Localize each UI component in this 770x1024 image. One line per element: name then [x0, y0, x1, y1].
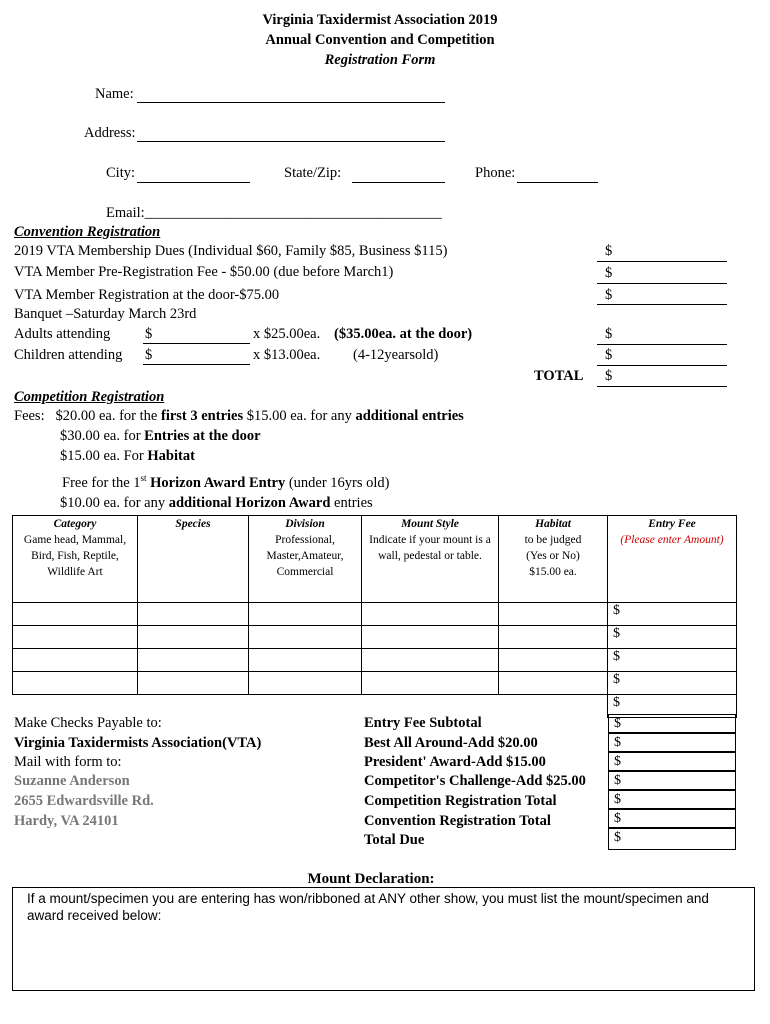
entry-fee-cell[interactable]: $: [608, 695, 737, 718]
checks-label: Make Checks Payable to:: [14, 715, 162, 731]
free-horizon-line: [62, 473, 390, 492]
dues-label: 2019 VTA Membership Dues (Individual $60, Family $85, Business $115): [14, 243, 448, 259]
horizon-line: [60, 495, 373, 512]
category-header: Category Game head, Mammal, Bird, Fish, Reptile, Wildlife Art: [13, 516, 138, 603]
children-field[interactable]: [143, 364, 250, 365]
horizon-b: additional Horizon Award: [168, 495, 331, 511]
fees-line-1: [14, 408, 464, 425]
fees-line-2: [60, 428, 261, 445]
statezip-field[interactable]: [352, 182, 445, 183]
city-field[interactable]: [137, 182, 250, 183]
subtotal-field[interactable]: $: [608, 714, 736, 733]
entry-fee-header: Entry Fee (Please enter Amount): [608, 516, 737, 603]
species-header: Species: [138, 516, 249, 603]
form-subtitle: Annual Convention and Competition: [265, 32, 495, 48]
entries-table: [12, 515, 737, 718]
form-type-title: Registration Form: [324, 52, 436, 68]
statezip-label: State/Zip:: [284, 165, 342, 181]
challenge-field[interactable]: $: [608, 771, 736, 790]
mail-person: Suzanne Anderson: [14, 773, 130, 789]
best-award-field[interactable]: $: [608, 733, 736, 752]
table-row: [13, 603, 737, 626]
convention-total-label: Convention Registration Total: [364, 813, 551, 829]
entry-fee-cell[interactable]: $: [608, 603, 737, 626]
declaration-text: If a mount/specimen you are entering has won/ribboned at ANY other show, you must list the mount/specimen and award received below:: [27, 891, 709, 923]
entry-fee-cell[interactable]: $: [608, 626, 737, 649]
total-amount-field[interactable]: [597, 386, 727, 387]
address-field[interactable]: [137, 141, 445, 142]
adults-price: x $25.00ea.: [253, 326, 321, 342]
children-age: (4-12yearsold): [353, 347, 439, 363]
form-title: Virginia Taxidermist Association 2019: [262, 12, 498, 28]
door-dollar: $: [605, 287, 613, 303]
name-field[interactable]: [137, 102, 445, 103]
entry-fee-cell[interactable]: $: [608, 672, 737, 695]
entry-fee-cell[interactable]: $: [608, 649, 737, 672]
adults-door-price: ($35.00ea. at the door): [334, 326, 473, 342]
total-due-label: Total Due: [364, 832, 425, 848]
prereg-label: VTA Member Pre-Registration Fee - $50.00 (due before March1): [14, 264, 394, 280]
fee3-b: Habitat: [147, 448, 195, 464]
competition-total-label: Competition Registration Total: [364, 793, 557, 809]
adults-field[interactable]: [143, 343, 250, 344]
phone-label: Phone:: [475, 165, 516, 181]
adults-amount-field[interactable]: [597, 344, 727, 345]
declaration-title: Mount Declaration:: [307, 871, 435, 887]
address-label: Address:: [84, 125, 136, 141]
mail-street: 2655 Edwardsville Rd.: [14, 793, 154, 809]
fee2-a: $30.00 ea. for: [60, 428, 141, 444]
mount-style-header: Mount Style Indicate if your mount is a wall, pedestal or table.: [362, 516, 499, 603]
email-field[interactable]: Email:_________________________________________: [106, 205, 442, 221]
declaration-box[interactable]: [12, 887, 755, 991]
fee1-b: first 3 entries: [160, 408, 244, 424]
convention-heading: Convention Registration: [14, 224, 161, 240]
fee1-c: $15.00 ea. for any: [246, 408, 352, 424]
subtotal-label: Entry Fee Subtotal: [364, 715, 482, 731]
competition-heading: Competition Registration: [14, 389, 165, 405]
banquet-label: Banquet –Saturday March 23rd: [14, 306, 197, 322]
children-dollar: $: [145, 347, 153, 363]
name-label: Name:: [95, 86, 134, 102]
division-header: Division Professional, Master,Amateur, Commercial: [249, 516, 362, 603]
fee1-d: additional entries: [355, 408, 464, 424]
adults-dollar: $: [145, 326, 153, 342]
horizon-c: entries: [334, 495, 373, 511]
table-row: [13, 649, 737, 672]
city-label: City:: [106, 165, 136, 181]
dues-amount-field[interactable]: [597, 261, 727, 262]
free-sup: st: [140, 473, 147, 483]
children-amount-field[interactable]: [597, 365, 727, 366]
total-due-field[interactable]: $: [608, 828, 736, 850]
prereg-dollar: $: [605, 265, 613, 281]
mail-city: Hardy, VA 24101: [14, 813, 119, 829]
habitat-header: Habitat to be judged (Yes or No) $15.00 ea.: [499, 516, 608, 603]
dues-dollar: $: [605, 243, 613, 259]
children-total-dollar: $: [605, 347, 613, 363]
president-award-field[interactable]: $: [608, 752, 736, 771]
best-award-label: Best All Around-Add $20.00: [364, 735, 538, 751]
children-label: Children attending: [14, 347, 123, 363]
total-label: TOTAL: [534, 368, 584, 384]
president-award-label: President' Award-Add $15.00: [364, 754, 546, 770]
children-price: x $13.00ea.: [253, 347, 321, 363]
fees-label: Fees:: [14, 408, 45, 424]
mail-label: Mail with form to:: [14, 754, 122, 770]
payee-name: Virginia Taxidermists Association(VTA): [14, 735, 262, 751]
total-dollar: $: [605, 368, 613, 384]
free-c: (under 16yrs old): [288, 474, 390, 491]
adults-label: Adults attending: [14, 326, 111, 342]
challenge-label: Competitor's Challenge-Add $25.00: [364, 773, 586, 789]
door-amount-field[interactable]: [597, 304, 727, 305]
adults-total-dollar: $: [605, 326, 613, 342]
free-a: Free for the 1: [62, 474, 141, 491]
convention-total-field[interactable]: $: [608, 809, 736, 828]
table-row: [13, 672, 737, 695]
fee1-a: $20.00 ea. for the: [55, 408, 158, 424]
fee2-b: Entries at the door: [144, 428, 261, 444]
horizon-a: $10.00 ea. for any: [60, 495, 166, 511]
door-label: VTA Member Registration at the door-$75.00: [14, 287, 280, 303]
free-b: Horizon Award Entry: [150, 474, 286, 491]
fee3-a: $15.00 ea. For: [60, 448, 144, 464]
phone-field[interactable]: [517, 182, 598, 183]
competition-total-field[interactable]: $: [608, 790, 736, 809]
table-row: [13, 626, 737, 649]
prereg-amount-field[interactable]: [597, 283, 727, 284]
fees-line-3: [60, 448, 195, 465]
